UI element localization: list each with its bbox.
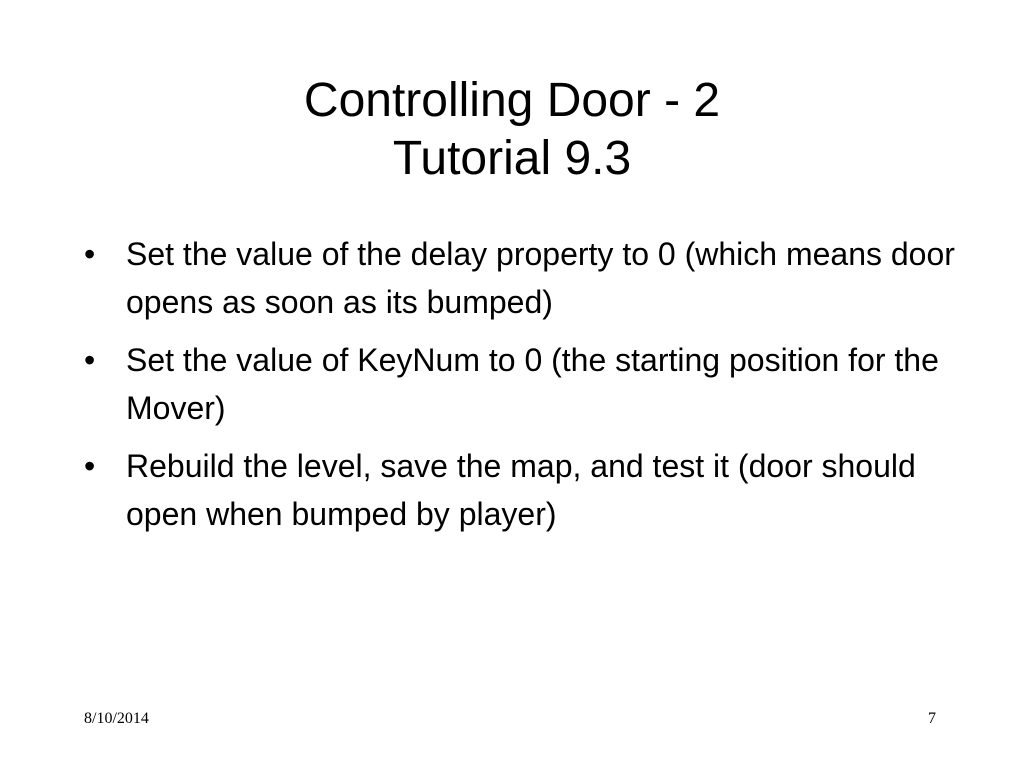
footer-date: 8/10/2014 xyxy=(84,710,149,727)
bullet-marker: • xyxy=(84,342,96,378)
bullet-marker: • xyxy=(84,448,96,484)
bullet-list xyxy=(84,230,964,548)
bullet-text-1: Set the value of the delay property to 0 (which means door opens as soon as its bumped) xyxy=(126,236,955,320)
bullet-item-1 xyxy=(84,230,964,326)
bullet-text-3: Rebuild the level, save the map, and test it (door should open when bumped by player) xyxy=(126,448,916,532)
title-line-2: Tutorial 9.3 xyxy=(392,132,632,185)
slide-title xyxy=(0,72,1024,188)
footer-page-number: 7 xyxy=(928,710,936,727)
bullet-item-3 xyxy=(84,442,964,538)
bullet-item-2 xyxy=(84,336,964,432)
bullet-text-2: Set the value of KeyNum to 0 (the starting position for the Mover) xyxy=(126,342,939,426)
bullet-marker: • xyxy=(84,236,96,272)
title-line-1: Controlling Door - 2 xyxy=(303,74,721,127)
